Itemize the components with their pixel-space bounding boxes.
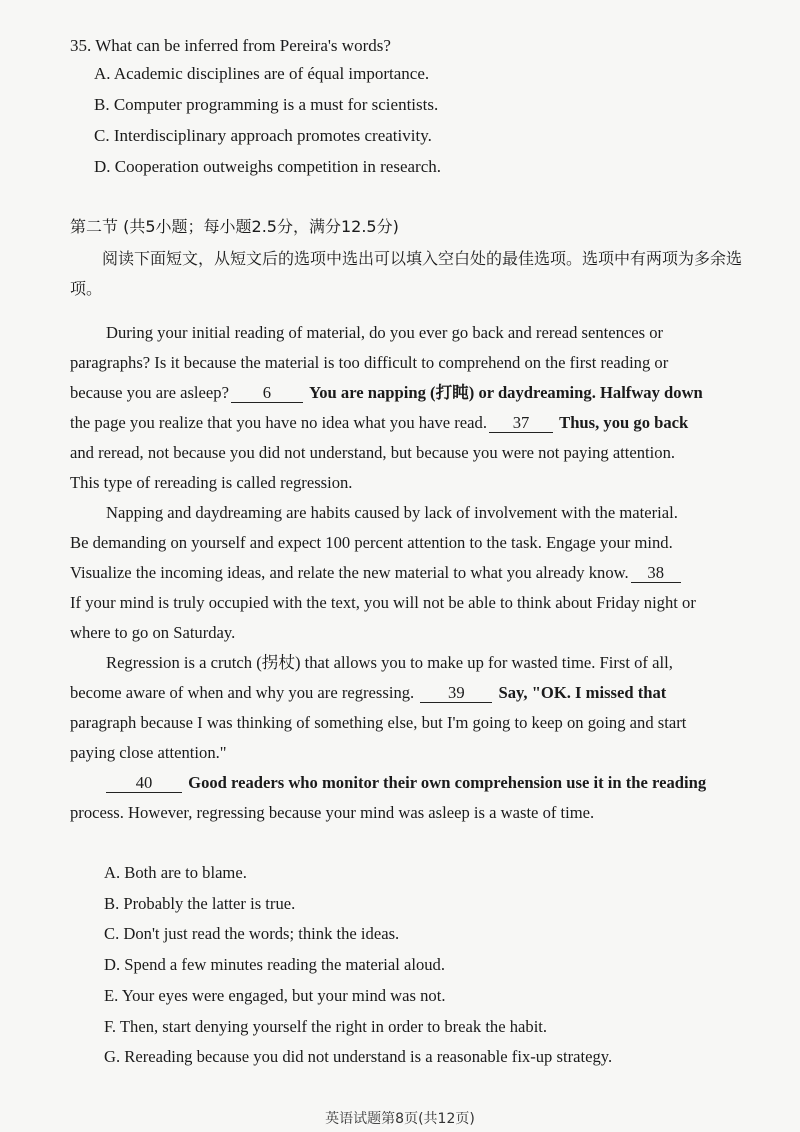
passage-text: the page you realize that you have no idea what you have read.: [70, 413, 487, 432]
question-35-option-a: A. Academic disciplines are of équal importance.: [94, 64, 430, 83]
passage-text: Good readers who monitor their own comprehension use it in the reading: [188, 773, 707, 792]
passage-line: Be demanding on yourself and expect 100 percent attention to the task. Engage your mind.: [70, 533, 673, 552]
page-footer: 英语试题第8页(共12页): [325, 1111, 475, 1127]
blank-38: 38: [631, 564, 681, 583]
section-instructions: 阅读下面短文，从短文后的选项中选出可以填入空白处的最佳选项。选项中有两项为多余选项。: [70, 249, 743, 298]
passage-line: Regression is a crutch (拐杖) that allows you to make up for wasted time. First of all,: [106, 653, 673, 672]
blank-40: 40: [106, 774, 182, 793]
option-b: B. Probably the latter is true.: [104, 893, 296, 913]
passage-text: Visualize the incoming ideas, and relate the new material to what you already know.: [70, 563, 629, 582]
question-35: [70, 34, 441, 182]
passage-line: paragraph because I was thinking of something else, but I'm going to keep on going and start: [70, 713, 687, 732]
option-c: C. Don't just read the words; think the ideas.: [104, 924, 400, 944]
passage-line: paragraphs? Is it because the material is too difficult to comprehend on the first reading or: [70, 353, 669, 372]
passage-line: [70, 408, 780, 438]
passage-line: paying close attention.": [70, 743, 227, 762]
option-a: A. Both are to blame.: [104, 863, 247, 882]
reading-passage: [70, 318, 780, 828]
question-35-option-d: D. Cooperation outweighs competition in research.: [94, 157, 441, 176]
passage-text: because you are asleep?: [70, 383, 229, 402]
passage-text: become aware of when and why you are regressing.: [70, 683, 415, 702]
passage-line: During your initial reading of material, do you ever go back and reread sentences or: [106, 323, 664, 342]
option-d: D. Spend a few minutes reading the material aloud.: [104, 955, 445, 975]
answer-options: [104, 858, 612, 1073]
passage-line: process. However, regressing because your mind was asleep is a waste of time.: [70, 803, 595, 822]
passage-line: If your mind is truly occupied with the text, you will not be able to think about Friday night or: [70, 593, 696, 612]
passage-line: Napping and daydreaming are habits caused by lack of involvement with the material.: [106, 503, 678, 522]
passage-text: Say, "OK. I missed that: [498, 683, 667, 702]
blank-39: 39: [420, 684, 492, 703]
passage-line: [70, 768, 780, 798]
blank-36: 6: [231, 384, 303, 403]
option-f: F. Then, start denying yourself the right in order to break the habit.: [104, 1016, 548, 1036]
blank-37: 37: [489, 414, 553, 433]
option-g: G. Rereading because you did not understand is a reasonable fix-up strategy.: [104, 1047, 613, 1067]
passage-line: where to go on Saturday.: [70, 623, 236, 642]
passage-line: [70, 378, 780, 408]
option-e: E. Your eyes were engaged, but your mind was not.: [104, 985, 446, 1005]
question-35-stem: 35. What can be inferred from Pereira's words?: [70, 36, 391, 55]
question-35-option-b: B. Computer programming is a must for scientists.: [94, 95, 439, 114]
passage-line: [70, 678, 780, 708]
passage-text: You are napping (打盹) or daydreaming. Halfway down: [309, 383, 703, 402]
passage-line: This type of rereading is called regression.: [70, 473, 353, 492]
passage-text: Thus, you go back: [559, 413, 689, 432]
passage-line: [70, 558, 780, 588]
question-35-option-c: C. Interdisciplinary approach promotes creativity.: [94, 126, 432, 145]
passage-line: and reread, not because you did not understand, but because you were not paying attention.: [70, 443, 676, 462]
section-heading: 第二节 (共5小题；每小题2.5分，满分12.5分): [70, 217, 399, 236]
